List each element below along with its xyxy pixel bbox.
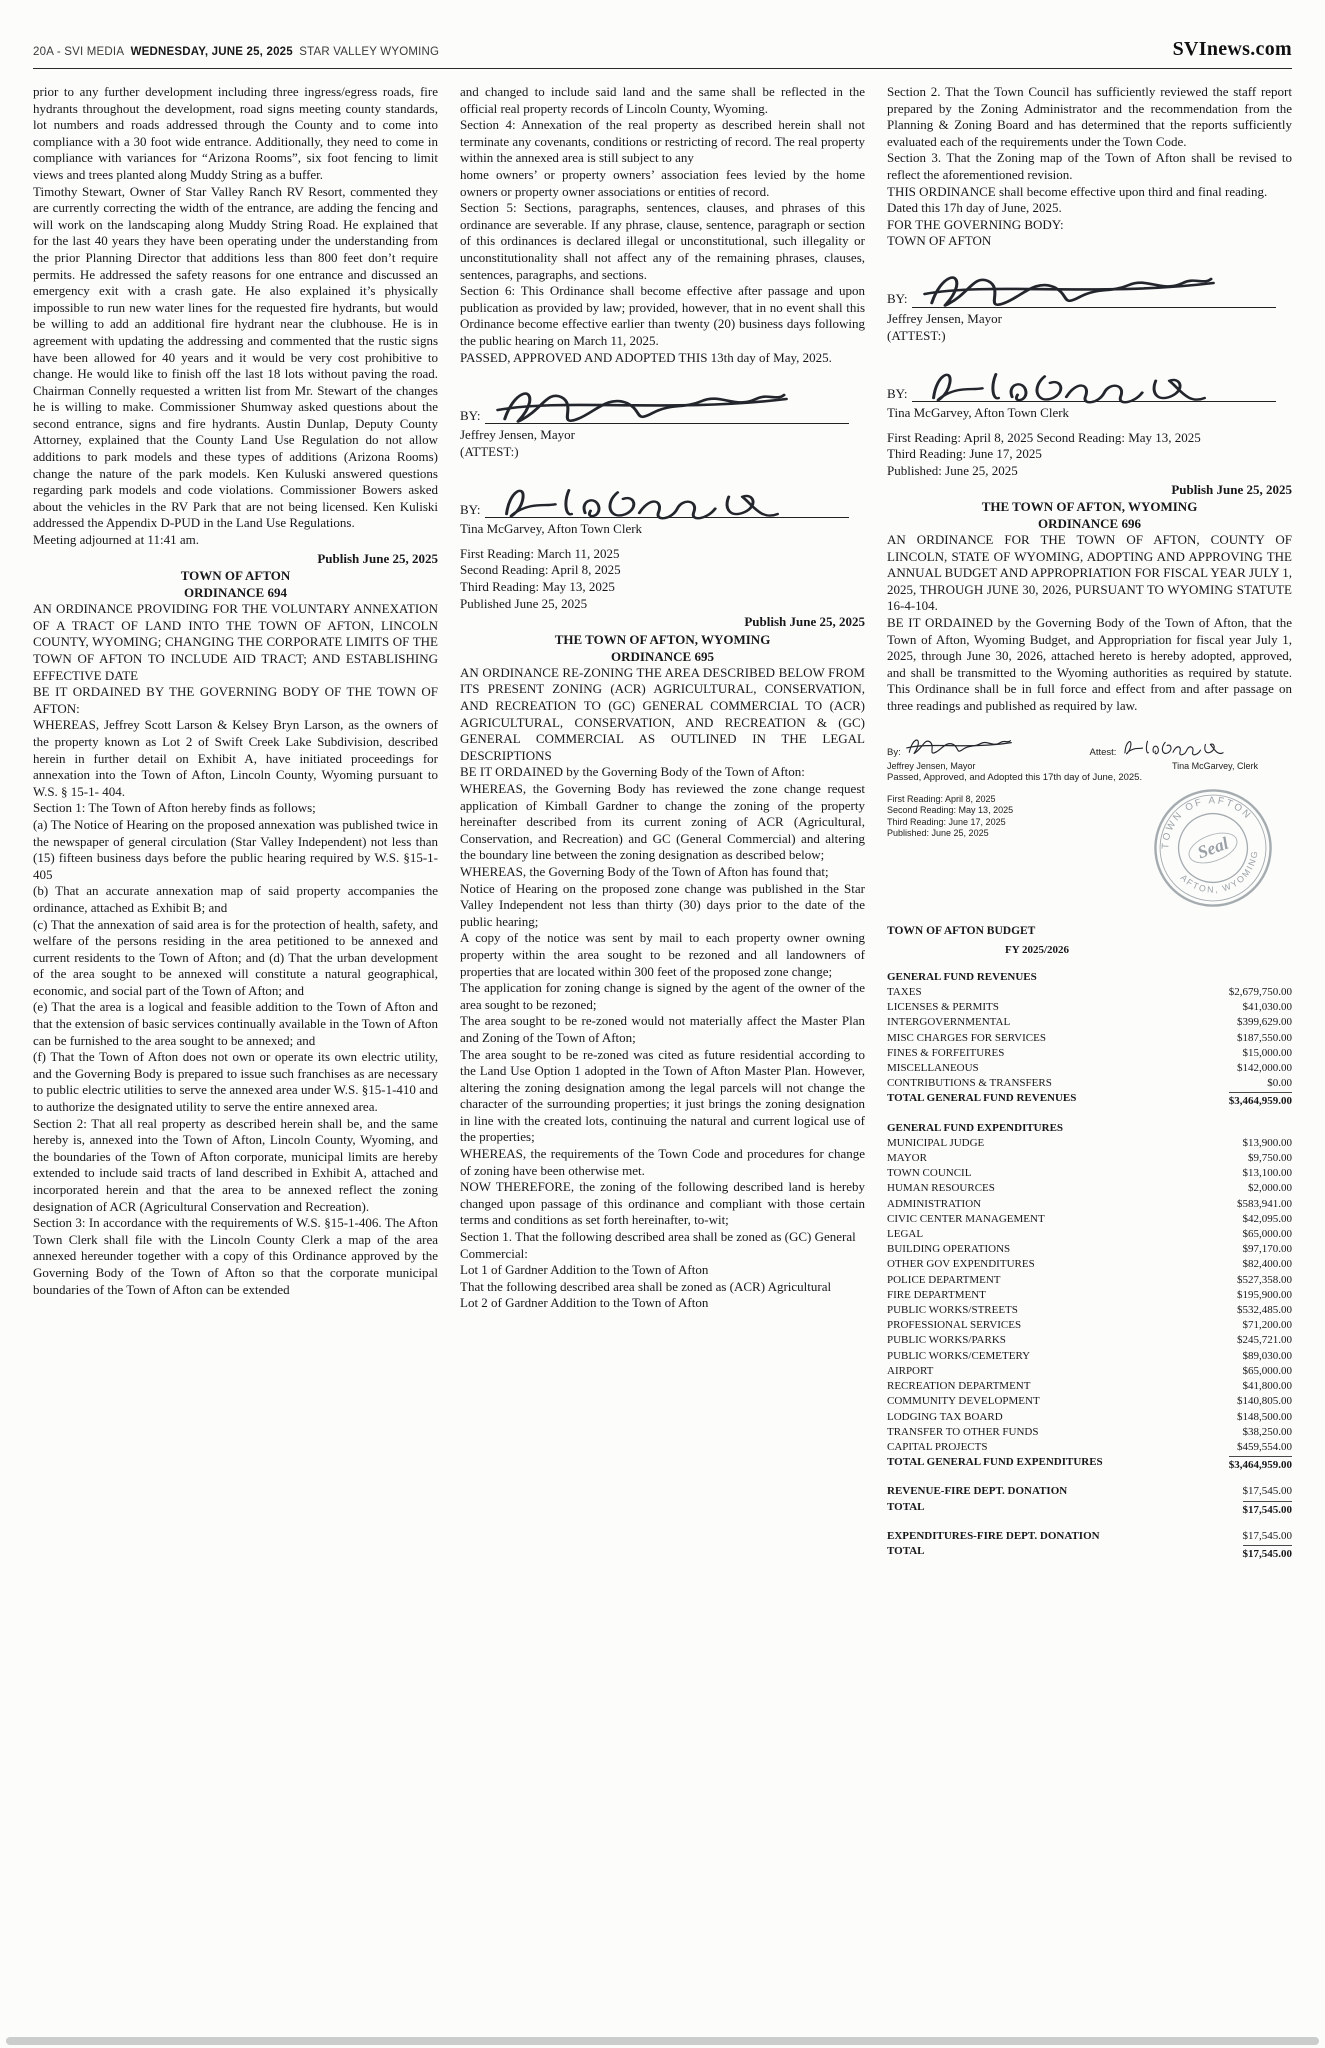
- budget-row-value: $13,900.00: [1242, 1136, 1292, 1149]
- signature-line: [912, 295, 1276, 308]
- paragraph: NOW THEREFORE, the zoning of the following described land is hereby changed upon passage of this ordinance and compliant with those certain terms and conditions as set forth hereinafter, to-wit;: [460, 1179, 865, 1228]
- paragraph: (a) The Notice of Hearing on the proposed annexation was published twice in the newspaper of general circulation (Star Valley Independent) not less than (15) fifteen business days before the public hearing required by W.S. §15-1-405: [33, 816, 438, 882]
- publish-line: Publish June 25, 2025: [744, 614, 865, 630]
- ordinance-694-title: TOWN OF AFTON: [180, 568, 291, 584]
- certification-clerk-signature: [1090, 733, 1293, 759]
- budget-table: [887, 923, 1292, 1563]
- paragraph: BE IT ORDAINED by the Governing Body of the Town of Afton:: [460, 764, 805, 780]
- ordinance-695-number: ORDINANCE 695: [611, 648, 714, 664]
- column-1: [33, 84, 438, 1562]
- paragraph: AN ORDINANCE PROVIDING FOR THE VOLUNTARY ANNEXATION OF A TRACT OF LAND INTO THE TOWN OF AFTON, LINCOLN COUNTY, WYOMING; CHANGING THE CORPORATE LIMITS OF THE TOWN OF AFTON TO INCLUDE AID TRACT; AND ESTABLISHING EFFECTIVE DATE: [33, 601, 438, 683]
- budget-row-value: $532,485.00: [1237, 1304, 1292, 1317]
- budget-row: [887, 1242, 1292, 1257]
- budget-row: [887, 1410, 1292, 1425]
- budget-row: [887, 1273, 1292, 1288]
- reading-dates: [887, 430, 1292, 480]
- paragraph: WHEREAS, the Governing Body of the Town of Afton has found that;: [460, 863, 829, 879]
- budget-row-label: PUBLIC WORKS/CEMETERY: [887, 1349, 1031, 1362]
- budget-fiscal-year: FY 2025/2026: [1005, 944, 1070, 957]
- paragraph: Section 2. That the Town Council has sufficiently reviewed the staff report prepared by the Zoning Administrator and the recommendation from the Planning & Zoning Board and has determined that the reports sufficiently evaluated each of the requirements under the Town Code.: [887, 84, 1292, 149]
- budget-row: [887, 1333, 1292, 1348]
- paragraph: Lot 1 of Gardner Addition to the Town of Afton: [460, 1262, 709, 1278]
- budget-row-label: FIRE DEPARTMENT: [887, 1288, 986, 1301]
- budget-row: [887, 1257, 1292, 1272]
- budget-row-value: $195,900.00: [1237, 1288, 1292, 1301]
- budget-row-label: LODGING TAX BOARD: [887, 1410, 1003, 1423]
- by-label: BY:: [460, 501, 481, 517]
- budget-row: [887, 985, 1292, 1000]
- paragraph: THIS ORDINANCE shall become effective upon third and final reading.: [887, 183, 1268, 199]
- signature-block-clerk: [460, 470, 865, 538]
- ordinance-694-body: [33, 601, 438, 1298]
- signature-tina-mcgarvey-small: [1120, 733, 1228, 759]
- adopted-line: Passed, Approved, and Adopted this 17th day of June, 2025.: [887, 772, 1143, 784]
- budget-row-label: LICENSES & PERMITS: [887, 1001, 999, 1014]
- budget-row-label: ADMINISTRATION: [887, 1197, 982, 1210]
- budget-total-row: [887, 1500, 1292, 1518]
- budget-row-value: $17,545.00: [1242, 1529, 1292, 1542]
- paragraph: Section 1. That the following described area shall be zoned as (GC) General: [460, 1229, 856, 1245]
- seal-bottom-text: AFTON, WYOMING: [1178, 848, 1260, 895]
- masthead-left: [33, 46, 442, 58]
- budget-row-label: RECREATION DEPARTMENT: [887, 1380, 1031, 1393]
- paragraph: WHEREAS, the requirements of the Town Code and procedures for change of zoning have been otherwise met.: [460, 1146, 865, 1178]
- certification-signatures: [887, 733, 1292, 759]
- column-2: [460, 84, 865, 1562]
- paragraph: home owners’ or property owners’ association fees levied by the home owners or property owner associations or entities of record.: [460, 166, 865, 199]
- budget-row-value: $65,000.00: [1242, 1364, 1292, 1377]
- paragraph: WHEREAS, the Governing Body has reviewed the zone change request application of Kimball Gardner to change the zoning of the property hereinafter described from its current zoning of ACR (Agricultural, Conservation, and Recreation) and GC (General Commercial) and altering the boundary line between the zoning designation as described below;: [460, 781, 865, 863]
- budget-row-label: CONTRIBUTIONS & TRANSFERS: [887, 1077, 1052, 1090]
- budget-section-header: GENERAL FUND EXPENDITURES: [887, 1121, 1064, 1134]
- budget-row-label: BUILDING OPERATIONS: [887, 1243, 1011, 1256]
- published-line: Published: June 25, 2025: [887, 828, 989, 839]
- paragraph: Commercial:: [460, 1245, 528, 1261]
- paragraph: (c) That the annexation of said area is for the protection of health, safety, and welfare of the persons residing in the area petitioned to be annexed and current residents to the Town of Afton; and (d) That the urban development of the area sought to be annexed will constitute a natural geographical, economic, and social part of the Town of Afton; and: [33, 916, 438, 998]
- paragraph: (f) That the Town of Afton does not own or operate its own electric utility, and the Governing Body is prepared to issue such franchises as are necessary to public electric utilities to serve the annexed area under W.S. §15-1-410 and to authorize the designated utility to serve the entire annexed area.: [33, 1049, 438, 1115]
- signature-name: Tina McGarvey, Afton Town Clerk: [460, 521, 643, 537]
- budget-row-label: POLICE DEPARTMENT: [887, 1273, 1001, 1286]
- budget-row: [887, 1379, 1292, 1394]
- budget-row: [887, 1166, 1292, 1181]
- budget-row-label: MAYOR: [887, 1152, 927, 1165]
- budget-total-row: [887, 1455, 1292, 1473]
- ordinance-696-body: [887, 532, 1292, 715]
- signature-line: [485, 505, 849, 518]
- signature-tina-mcgarvey: [493, 473, 791, 527]
- budget-row-value: $459,554.00: [1237, 1440, 1292, 1453]
- paragraph: Lot 2 of Gardner Addition to the Town of Afton: [460, 1295, 709, 1311]
- paragraph: Dated this 17h day of June, 2025.: [887, 200, 1062, 216]
- budget-row-label: TAXES: [887, 986, 922, 999]
- budget-row: [887, 1318, 1292, 1333]
- signature-line: [485, 411, 849, 424]
- ordinance-696-title: THE TOWN OF AFTON, WYOMING: [981, 499, 1198, 515]
- budget-row-label: PUBLIC WORKS/PARKS: [887, 1334, 1006, 1347]
- budget-revenues-rows: [887, 985, 1292, 1091]
- ordinance-694-continued: [460, 84, 865, 366]
- budget-row-label: MISCELLANEOUS: [887, 1062, 979, 1075]
- budget-row-label: MISC CHARGES FOR SERVICES: [887, 1031, 1046, 1044]
- signature-block-mayor: [460, 376, 865, 444]
- budget-row-label: FINES & FORFEITURES: [887, 1046, 1005, 1059]
- signature-block-mayor: [887, 260, 1292, 328]
- signature-block-clerk: [887, 354, 1292, 422]
- signature-row: [460, 470, 865, 518]
- ordinance-695-title: THE TOWN OF AFTON, WYOMING: [554, 631, 771, 647]
- budget-row-label: HUMAN RESOURCES: [887, 1182, 995, 1195]
- certification-names: [887, 761, 1292, 773]
- paragraph: Section 4: Annexation of the real property as described herein shall not terminate any covenants, conditions or restricting of record. The real property within the annexed area is still subject to any: [460, 117, 865, 166]
- budget-row-value: $13,100.00: [1242, 1167, 1292, 1180]
- budget-row-label: LEGAL: [887, 1228, 924, 1241]
- budget-row-label: AIRPORT: [887, 1364, 934, 1377]
- budget-row-value: $65,000.00: [1242, 1228, 1292, 1241]
- masthead: [33, 38, 1292, 69]
- paragraph: That the following described area shall be zoned as (ACR) Agricultural: [460, 1278, 832, 1294]
- budget-row-value: $399,629.00: [1237, 1016, 1292, 1029]
- signature-row: [887, 354, 1292, 402]
- attest-label: (ATTEST:): [460, 443, 519, 459]
- paragraph: (e) That the area is a logical and feasible addition to the Town of Afton and that the extension of basic services continually available in the Town of Afton can be furnished to the area sought to be annexed; and: [33, 999, 438, 1048]
- budget-row-value: $0.00: [1267, 1077, 1292, 1090]
- budget-row: [887, 1015, 1292, 1030]
- reading-line: First Reading: April 8, 2025 Second Reading: May 13, 2025: [887, 429, 1201, 445]
- certification-block: [887, 733, 1292, 911]
- paragraph: Section 6: This Ordinance shall become effective after passage and upon publication as provided by law; provided, however, that in no event shall this Ordinance become effective earlier than twenty (20) business days following the public hearing on March 11, 2025.: [460, 283, 865, 348]
- budget-row-label: TRANSFER TO OTHER FUNDS: [887, 1425, 1039, 1438]
- budget-row: [887, 1484, 1292, 1499]
- reading-line: Second Reading: April 8, 2025: [460, 562, 621, 578]
- signature-jeffrey-jensen: [920, 263, 1218, 317]
- signature-tina-mcgarvey: [920, 357, 1218, 411]
- svg-text:AFTON, WYOMING: [1177, 845, 1269, 906]
- budget-row: [887, 1076, 1292, 1091]
- reading-line: Published June 25, 2025: [460, 595, 588, 611]
- budget-row: [887, 1031, 1292, 1046]
- by-label: BY:: [460, 407, 481, 423]
- paragraph: Timothy Stewart, Owner of Star Valley Ranch RV Resort, commented they are currently correcting the width of the entrance, are adding the fencing and will work on the landscaping along Muddy String Road. He explained that for the last 40 years they have been operating under the understanding from the prior Planning Director that additions less than 800 feet don’t require permits. He addressed the safety reasons for one entrance and discussed an emergency exit with a crash gate. He also explained it’s physically impossible to run new water lines for the requested fire hydrants, but would be willing to add an additional fire hydrant near the clubhouse. He is in agreement with updating the addressing and commented that the rustic signs have been allowed for 40 years and it would be very cost prohibitive to change. He would like to finish off the last 18 lots without paving the road. Chairman Connelly requested a written list from Mr. Stewart of the changes he is willing to make. Commissioner Shumway asked questions about the second entrance, signs and fire hydrants. Austin Dunlap, Deputy County Attorney, explained that the County Land Use Regulation do not allow additions to park models and these types of additions (Arizona Rooms) change the nature of the park models. Ken Kuluski answered questions regarding park models and code violations. Commissioner Bowers asked about the vehicles in the RV Park that are not being licensed. Ken Kuliski addressed the Appendix D-PUD in the Land Use Regulations.: [33, 183, 438, 531]
- budget-total-value: $17,545.00: [1243, 1501, 1293, 1518]
- budget-total-label: TOTAL: [887, 1500, 925, 1513]
- masthead-date: WEDNESDAY, JUNE 25, 2025: [130, 46, 293, 58]
- reading-line: Third Reading: June 17, 2025: [887, 446, 1042, 462]
- by-label: BY:: [887, 291, 908, 307]
- budget-row-value: $9,750.00: [1248, 1152, 1292, 1165]
- paragraph: The area sought to be re-zoned would not materially affect the Master Plan and Zoning of the Town of Afton;: [460, 1013, 865, 1045]
- budget-row: [887, 1197, 1292, 1212]
- reading-line: Second Reading: May 13, 2025: [887, 805, 1014, 816]
- reading-line: Third Reading: June 17, 2025: [887, 816, 1006, 827]
- seal-top-text: TOWN OF AFTON: [1160, 795, 1254, 850]
- budget-row: [887, 1061, 1292, 1076]
- budget-row-value: $2,679,750.00: [1228, 986, 1292, 999]
- budget-row-label: TOWN COUNCIL: [887, 1167, 972, 1180]
- budget-row: [887, 1151, 1292, 1166]
- budget-row: [887, 1425, 1292, 1440]
- paragraph: (b) That an accurate annexation map of said property accompanies the ordinance, attached as Exhibit B; and: [33, 883, 438, 915]
- budget-row-value: $142,000.00: [1237, 1062, 1292, 1075]
- signature-name: Jeffrey Jensen, Mayor: [887, 310, 1002, 326]
- budget-row-value: $42,095.00: [1242, 1212, 1292, 1225]
- budget-row: [887, 1181, 1292, 1196]
- by-label: BY:: [887, 385, 908, 401]
- budget-row-value: $38,250.00: [1242, 1425, 1292, 1438]
- ordinance-695-continued: [887, 84, 1292, 250]
- publish-line: Publish June 25, 2025: [317, 550, 438, 566]
- budget-row-label: COMMUNITY DEVELOPMENT: [887, 1395, 1040, 1408]
- budget-row: [887, 1349, 1292, 1364]
- paragraph: Notice of Hearing on the proposed zone change was published in the Star Valley Independent not less than thirty (30) days prior to the date of the public hearing;: [460, 880, 865, 929]
- budget-total-row: [887, 1544, 1292, 1562]
- ordinance-695-body: [460, 665, 865, 1312]
- budget-row-value: $187,550.00: [1237, 1031, 1292, 1044]
- paragraph: The area sought to be re-zoned was cited as future residential according to the Land Use Option 1 adopted in the Town of Afton Master Plan. However, altering the zoning designation among the legal parcels will not change the character of the surrounding properties; it just brings the zoning designation in line with the created lots, continuing the natural and current logical use of the properties;: [460, 1046, 865, 1145]
- budget-row-label: CIVIC CENTER MANAGEMENT: [887, 1212, 1045, 1225]
- budget-row-value: $527,358.00: [1237, 1273, 1292, 1286]
- signature-jeffrey-jensen: [493, 379, 791, 433]
- budget-row: [887, 1046, 1292, 1061]
- clerk-name: Tina McGarvey, Clerk: [1171, 760, 1258, 771]
- paragraph: AN ORDINANCE FOR THE TOWN OF AFTON, COUNTY OF LINCOLN, STATE OF WYOMING, ADOPTING AND APPROVING THE ANNUAL BUDGET AND APPROPRIATION FOR FISCAL YEAR JULY 1, 2025, THROUGH JUNE 30, 2026, PURSUANT TO WYOMING STATUTE 16-4-104.: [887, 532, 1292, 614]
- budget-row-value: $89,030.00: [1242, 1349, 1292, 1362]
- budget-row-value: $17,545.00: [1242, 1485, 1292, 1498]
- budget-row: [887, 1212, 1292, 1227]
- ordinance-696-number: ORDINANCE 696: [1038, 516, 1141, 532]
- budget-row-label: MUNICIPAL JUDGE: [887, 1136, 985, 1149]
- budget-row: [887, 1364, 1292, 1379]
- paragraph: Section 3. That the Zoning map of the Town of Afton shall be revised to reflect the aforementioned revision.: [887, 150, 1292, 182]
- budget-fire-revenue-section: [887, 1484, 1292, 1517]
- budget-row-label: OTHER GOV EXPENDITURES: [887, 1258, 1035, 1271]
- certification-mayor-signature: [887, 733, 1090, 759]
- budget-row: [887, 1227, 1292, 1242]
- paragraph: BE IT ORDAINED BY THE GOVERNING BODY OF THE TOWN OF AFTON:: [33, 684, 438, 716]
- horizontal-scrollbar[interactable]: [6, 2037, 1319, 2045]
- paragraph: The application for zoning change is signed by the agent of the owner of the area sought to be rezoned;: [460, 980, 865, 1012]
- seal-center-text: Seal: [1194, 832, 1232, 862]
- reading-line: Published: June 25, 2025: [887, 462, 1018, 478]
- budget-total-value: $17,545.00: [1243, 1545, 1293, 1562]
- budget-row-value: $583,941.00: [1237, 1197, 1292, 1210]
- signature-name: Tina McGarvey, Afton Town Clerk: [887, 405, 1070, 421]
- paragraph: TOWN OF AFTON: [887, 233, 992, 249]
- paragraph: Section 1: The Town of Afton hereby finds as follows;: [33, 800, 316, 816]
- signature-row: [887, 260, 1292, 308]
- budget-row-value: $82,400.00: [1242, 1258, 1292, 1271]
- budget-row-label: PROFESSIONAL SERVICES: [887, 1319, 1022, 1332]
- paragraph: Section 2: That all real property as described herein shall be, and the same hereby is, annexed into the Town of Afton, Lincoln County, Wyoming, and the boundaries of the Town of Afton corporate, municipal limits are hereby extended to include said tracts of land described in Exhibit A, attached and incorporated herein and that the area to be annexed reflect the zoning designation of ACR (Agricultural Conservation and Recreation).: [33, 1115, 438, 1214]
- budget-row: [887, 1000, 1292, 1015]
- budget-fire-expenditures-section: [887, 1529, 1292, 1562]
- attest-label: (ATTEST:): [887, 327, 946, 343]
- budget-total-label: TOTAL GENERAL FUND REVENUES: [887, 1092, 1077, 1105]
- budget-row-value: $140,805.00: [1237, 1395, 1292, 1408]
- budget-section-header: EXPENDITURES-FIRE DEPT. DONATION: [887, 1529, 1100, 1542]
- budget-total-value: $3,464,959.00: [1229, 1092, 1292, 1109]
- budget-row-value: $245,721.00: [1237, 1334, 1292, 1347]
- town-seal: [1148, 783, 1278, 913]
- budget-row-label: INTERGOVERNMENTAL: [887, 1016, 1011, 1029]
- reading-line: Third Reading: May 13, 2025: [460, 579, 615, 595]
- budget-row-value: $2,000.00: [1248, 1182, 1292, 1195]
- signature-row: [460, 376, 865, 424]
- budget-row: [887, 1394, 1292, 1409]
- budget-row-value: $41,030.00: [1242, 1001, 1292, 1014]
- ordinance-694-number: ORDINANCE 694: [184, 585, 287, 601]
- paragraph: Section 3: In accordance with the requirements of W.S. §15-1-406. The Afton Town Clerk shall file with the Lincoln County Clerk a map of the area annexed hereunder together with a copy of this Ordinance approved by the Governing Body of the Town of Afton so that the corporate municipal boundaries of the Town of Afton can be extended: [33, 1215, 438, 1297]
- budget-row-value: $41,800.00: [1242, 1380, 1292, 1393]
- signature-name: Jeffrey Jensen, Mayor: [460, 427, 575, 443]
- by-label: By:: [887, 747, 901, 759]
- paragraph: and changed to include said land and the same shall be reflected in the official real property records of Lincoln County, Wyoming.: [460, 84, 865, 116]
- paragraph: prior to any further development including three ingress/egress roads, fire hydrants throughout the development, road signs meeting county standards, lot numbers and roads addressed through the County and to come into compliance with a 30 foot wide entrance. Additionally, they need to come in compliance with variances for “Arizona Rooms”, six foot fencing to limit views and trees planted along Muddy String as a buffer.: [33, 84, 438, 182]
- budget-total-label: TOTAL: [887, 1544, 925, 1557]
- budget-total-row: [887, 1091, 1292, 1109]
- budget-title: TOWN OF AFTON BUDGET: [887, 924, 1036, 937]
- budget-row: [887, 1136, 1292, 1151]
- signature-jeffrey-jensen-small: [905, 733, 1013, 759]
- publish-line: Publish June 25, 2025: [1171, 481, 1292, 497]
- budget-row-label: PUBLIC WORKS/STREETS: [887, 1304, 1018, 1317]
- budget-row-value: $15,000.00: [1242, 1046, 1292, 1059]
- budget-row: [887, 1529, 1292, 1544]
- paragraph: AN ORDINANCE RE-ZONING THE AREA DESCRIBED BELOW FROM ITS PRESENT ZONING (ACR) AGRICULTURAL, CONSERVATION, AND RECREATION TO (GC) GENERAL COMMERCIAL TO (ACR) AGRICULTURAL, CONSERVATION, AND RECREATION & (GC) GENERAL COMMERCIAL AS OUTLINED IN THE LEGAL DESCRIPTIONS: [460, 664, 865, 763]
- budget-section-header: REVENUE-FIRE DEPT. DONATION: [887, 1485, 1068, 1498]
- paragraph: BE IT ORDAINED by the Governing Body of the Town of Afton, that the Town of Afton, Wyoming Budget, and Appropriation for fiscal year July 1, 2025, through June 30, 2026, attached hereto is hereby adopted, approved, and shall be transmitted to the Wyoming authorities as required by statute. This Ordinance shall be in full force and effect from and after passage on three readings and published as required by law.: [887, 615, 1292, 714]
- budget-total-label: TOTAL GENERAL FUND EXPENDITURES: [887, 1456, 1103, 1469]
- signature-line: [912, 389, 1276, 402]
- budget-expenditures-rows: [887, 1136, 1292, 1455]
- attest-label: Attest:: [1089, 747, 1117, 759]
- paragraph: PASSED, APPROVED AND ADOPTED THIS 13th day of May, 2025.: [460, 349, 832, 365]
- budget-row: [887, 1440, 1292, 1455]
- budget-expenditures-section: [887, 1121, 1292, 1474]
- reading-dates: [460, 546, 865, 612]
- paragraph: Meeting adjourned at 11:41 am.: [33, 532, 199, 548]
- budget-row-value: $97,170.00: [1242, 1243, 1292, 1256]
- paragraph: WHEREAS, Jeffrey Scott Larson & Kelsey Bryn Larson, as the owners of the property known as Lot 2 of Swift Creek Lake Subdivision, described herein in further detail on Exhibit A, have initiated proceedings for annexation into the Town of Afton, Lincoln County, Wyoming pursuant to W.S. § 15-1- 404.: [33, 717, 438, 799]
- budget-total-value: $3,464,959.00: [1229, 1456, 1292, 1473]
- minutes-paragraph-list: [33, 84, 438, 549]
- budget-row-value: $148,500.00: [1237, 1410, 1292, 1423]
- budget-row: [887, 1288, 1292, 1303]
- page-number: 20A - SVI MEDIA: [33, 46, 125, 58]
- budget-section-header: GENERAL FUND REVENUES: [887, 970, 1037, 983]
- content-columns: [33, 84, 1292, 1562]
- paragraph: Section 5: Sections, paragraphs, sentences, clauses, and phrases of this ordinance are severable. If any phrase, clause, sentence, paragraph or section of this ordinances is declared illegal or unconstitutional, such illegality or unconstitutionality shall not affect any of the remaining phrases, clauses, sentences, paragraphs, and sections.: [460, 200, 865, 282]
- column-3: [887, 84, 1292, 1562]
- budget-row-value: $71,200.00: [1242, 1319, 1292, 1332]
- masthead-site: SVInews.com: [1172, 38, 1292, 60]
- budget-row: [887, 1303, 1292, 1318]
- mayor-name: Jeffrey Jensen, Mayor: [887, 760, 976, 771]
- reading-line: First Reading: April 8, 2025: [887, 793, 996, 804]
- reading-line: First Reading: March 11, 2025: [460, 545, 620, 561]
- paragraph: A copy of the notice was sent by mail to each property owner owning property within the area sought to be rezoned and all landowners of properties that are located within 300 feet of the proposed zone change;: [460, 930, 865, 979]
- paragraph: FOR THE GOVERNING BODY:: [887, 216, 1064, 232]
- budget-row-label: CAPITAL PROJECTS: [887, 1440, 988, 1453]
- masthead-region: STAR VALLEY WYOMING: [299, 46, 440, 58]
- budget-revenues-section: [887, 970, 1292, 1110]
